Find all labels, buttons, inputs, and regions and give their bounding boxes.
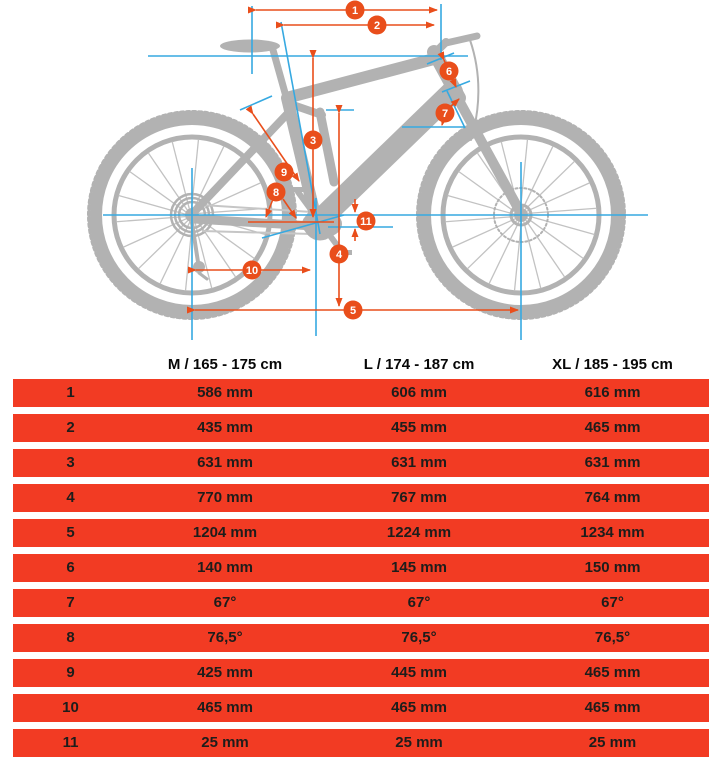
callout-11 xyxy=(357,212,376,231)
callout-10 xyxy=(243,261,262,280)
row-number: 11 xyxy=(62,734,79,751)
callout-3-label: 3 xyxy=(309,135,317,147)
value-l: 465 mm xyxy=(391,699,447,716)
callout-4-label: 4 xyxy=(335,249,343,261)
top-tube xyxy=(290,59,434,97)
callout-9 xyxy=(275,163,294,182)
value-l: 25 mm xyxy=(395,734,443,751)
value-m: 770 mm xyxy=(197,489,253,506)
callout-7-label: 7 xyxy=(441,108,449,120)
seat-tube-top-tick xyxy=(240,96,272,110)
value-xl: 25 mm xyxy=(588,734,637,751)
table-row xyxy=(13,694,709,722)
value-m: 586 mm xyxy=(197,384,253,401)
callout-4 xyxy=(330,245,349,264)
table-row xyxy=(13,659,709,687)
callout-2-label: 2 xyxy=(373,20,381,32)
value-xl: 465 mm xyxy=(584,699,641,716)
row-number: 9 xyxy=(66,664,75,681)
callout-10-label: 10 xyxy=(245,265,259,277)
pedal-left xyxy=(288,187,304,192)
callout-11-label: 11 xyxy=(360,216,372,228)
handlebar xyxy=(446,36,477,43)
value-xl: 67° xyxy=(601,594,624,611)
value-xl: 616 mm xyxy=(584,384,641,401)
value-xl: 1234 mm xyxy=(580,524,645,541)
callout-1 xyxy=(346,1,365,20)
geometry-svg xyxy=(0,0,722,350)
value-l: 631 mm xyxy=(391,454,447,471)
value-m: 425 mm xyxy=(197,664,253,681)
value-l: 445 mm xyxy=(391,664,447,681)
row-number: 1 xyxy=(66,384,75,401)
value-xl: 76,5° xyxy=(594,629,631,646)
row-number: 6 xyxy=(66,559,75,576)
callout-8 xyxy=(267,183,286,202)
table-row xyxy=(13,414,709,442)
value-xl: 465 mm xyxy=(584,664,641,681)
seat-post xyxy=(273,50,287,100)
saddle xyxy=(220,40,280,53)
rear-shock xyxy=(320,112,334,182)
value-xl: 150 mm xyxy=(584,559,641,576)
callout-1-label: 1 xyxy=(351,5,359,17)
size-table xyxy=(13,351,709,764)
callout-9-label: 9 xyxy=(280,167,288,179)
table-row xyxy=(13,624,709,652)
bike-silhouette xyxy=(89,36,624,318)
header-size-xl: XL / 185 - 195 cm xyxy=(552,356,673,373)
row-number: 5 xyxy=(66,524,75,541)
value-m: 25 mm xyxy=(201,734,249,751)
value-l: 767 mm xyxy=(391,489,447,506)
callout-8-label: 8 xyxy=(272,187,280,199)
header-size-m: M / 165 - 175 cm xyxy=(167,356,283,373)
value-l: 1224 mm xyxy=(386,524,452,541)
value-m: 67° xyxy=(213,594,237,611)
value-l: 455 mm xyxy=(391,419,447,436)
value-l: 76,5° xyxy=(401,629,437,646)
table-row xyxy=(13,379,709,407)
table-row xyxy=(13,449,709,477)
value-l: 606 mm xyxy=(391,384,447,401)
table-row xyxy=(13,589,709,617)
size-table-header xyxy=(13,351,709,379)
table-row xyxy=(13,554,709,582)
table-row xyxy=(13,729,709,757)
row-number: 10 xyxy=(62,699,79,716)
callout-6-label: 6 xyxy=(445,66,453,78)
value-m: 140 mm xyxy=(197,559,253,576)
callout-5 xyxy=(344,301,363,320)
value-xl: 465 mm xyxy=(584,419,641,436)
value-xl: 764 mm xyxy=(584,489,641,506)
value-m: 435 mm xyxy=(197,419,253,436)
size-table-rows xyxy=(13,379,709,757)
value-l: 145 mm xyxy=(391,559,447,576)
row-number: 2 xyxy=(66,419,75,436)
callout-2 xyxy=(368,16,387,35)
table-row xyxy=(13,519,709,547)
callout-6 xyxy=(440,62,459,81)
callout-7 xyxy=(436,104,455,123)
value-m: 76,5° xyxy=(207,629,243,646)
value-xl: 631 mm xyxy=(584,454,641,471)
bike-geometry-diagram xyxy=(0,0,722,350)
row-number: 3 xyxy=(66,454,75,471)
value-l: 67° xyxy=(407,594,431,611)
row-number: 8 xyxy=(66,629,75,646)
callout-5-label: 5 xyxy=(349,305,357,317)
value-m: 631 mm xyxy=(197,454,253,471)
header-size-l: L / 174 - 187 cm xyxy=(363,356,475,373)
value-m: 465 mm xyxy=(197,699,253,716)
callout-3 xyxy=(304,131,323,150)
value-m: 1204 mm xyxy=(192,524,258,541)
row-number: 4 xyxy=(66,489,75,506)
table-row xyxy=(13,484,709,512)
frame xyxy=(194,36,518,255)
row-number: 7 xyxy=(66,594,75,611)
